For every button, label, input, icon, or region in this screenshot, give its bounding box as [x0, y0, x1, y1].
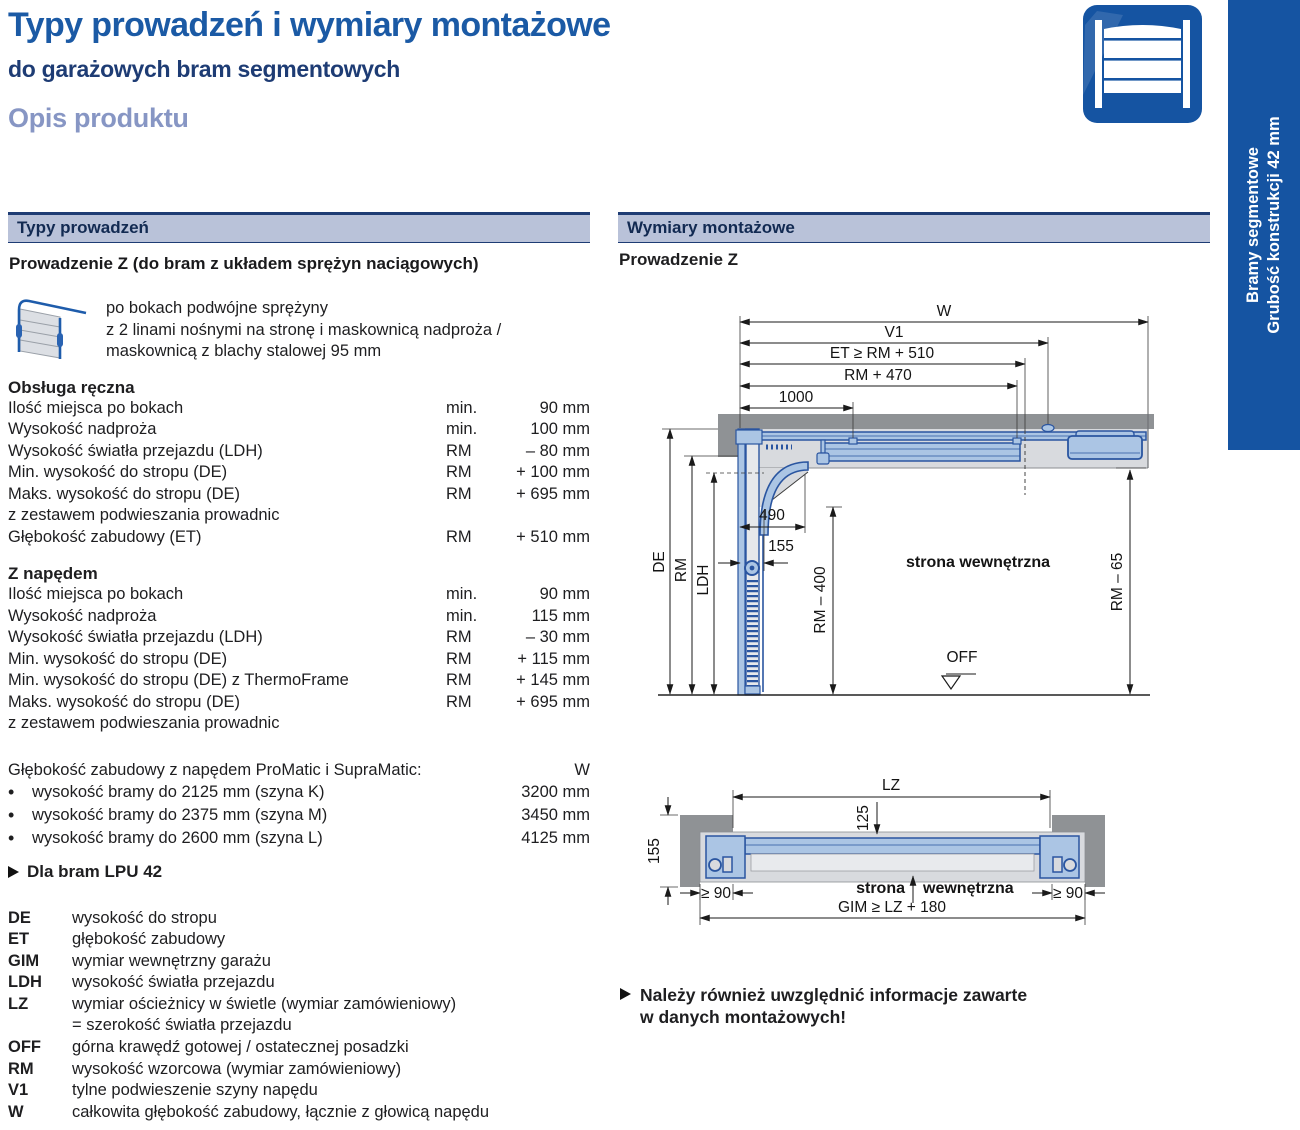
dim-rm: RM	[673, 557, 690, 583]
depth-item-label: wysokość bramy do 2600 mm (szyna L)	[32, 828, 323, 847]
depth-item	[8, 827, 590, 850]
dim-gim: GIM ≥ LZ + 180	[837, 899, 947, 916]
row-qualifier: RM	[446, 692, 472, 711]
depth-heading-row	[8, 759, 590, 781]
row-value: 100 mm	[530, 420, 590, 438]
table-row	[8, 606, 590, 628]
row-value: + 115 mm	[517, 649, 590, 668]
row-label: Głębokość zabudowy (ET)	[8, 527, 202, 546]
lpu-note	[8, 862, 590, 882]
definition-row	[8, 951, 590, 973]
row-label: z zestawem podwieszania prowadnic	[8, 506, 280, 524]
table-row	[8, 527, 590, 549]
table-row	[8, 670, 590, 692]
arrow-right-icon	[8, 866, 19, 878]
z-track-section-diagram	[618, 290, 1210, 710]
row-label: Wysokość światła przejazdu (LDH)	[8, 441, 263, 460]
arrow-right-icon	[620, 988, 631, 1000]
definition-row	[8, 972, 590, 994]
definition-desc: wymiar ościeżnicy w świetle (wymiar zamówieniowy)	[72, 994, 457, 1013]
rail-clip	[1042, 425, 1054, 432]
definition-term: LZ	[8, 994, 29, 1013]
definition-row	[8, 1102, 590, 1124]
definition-term-empty	[8, 1015, 72, 1037]
definition-term: W	[8, 1102, 24, 1121]
dim-de: DE	[651, 551, 668, 573]
page-subtitle: do garażowych bram segmentowych	[8, 56, 401, 82]
row-qualifier: min.	[446, 398, 478, 417]
powered-heading: Z napędem	[8, 564, 98, 583]
depth-heading: Głębokość zabudowy z napędem ProMatic i SupraMatic:	[8, 760, 422, 779]
row-value: 90 mm	[539, 398, 590, 417]
dim-155: 155	[768, 538, 794, 555]
table-row	[8, 692, 590, 714]
definition-desc: wysokość światła przejazdu	[72, 973, 275, 992]
row-qualifier: RM	[446, 441, 472, 460]
page-title: Typy prowadzeń i wymiary montażowe	[8, 6, 611, 44]
dim-rm400: RM – 400	[812, 566, 829, 634]
row-value: + 145 mm	[516, 671, 590, 689]
dim-et: ET ≥ RM + 510	[829, 345, 935, 362]
dim-125: 125	[855, 805, 872, 831]
operator-head	[1068, 431, 1142, 459]
z-track-door-icon	[8, 296, 90, 362]
definition-desc: wysokość do stropu	[72, 908, 217, 927]
definition-row	[8, 908, 590, 930]
table-row	[8, 484, 590, 506]
right-frame-assembly	[1040, 836, 1079, 878]
section-header-types: Typy prowadzeń	[8, 212, 590, 243]
definition-row	[8, 994, 590, 1016]
dim-ge90-left: ≥ 90	[700, 885, 732, 902]
row-label: Wysokość światła przejazdu (LDH)	[8, 628, 263, 646]
row-value	[498, 713, 590, 735]
section-header-dimensions: Wymiary montażowe	[618, 212, 1210, 243]
row-value: + 695 mm	[516, 484, 590, 503]
row-qualifier: RM	[446, 484, 472, 503]
row-value: + 695 mm	[516, 692, 590, 711]
dim-ge90-right: ≥ 90	[1052, 885, 1084, 902]
row-label: Min. wysokość do stropu (DE) z ThermoFrame	[8, 671, 349, 689]
row-label: Maks. wysokość do stropu (DE)	[8, 692, 240, 711]
door-rail-plan	[745, 838, 1040, 871]
definition-desc: wymiar wewnętrzny garażu	[72, 951, 271, 970]
definition-desc: = szerokość światła przejazdu	[72, 1016, 292, 1035]
depth-item-value: 4125 mm	[521, 828, 590, 847]
depth-item	[8, 804, 590, 827]
intro-line: maskownicą z blachy stalowej 95 mm	[106, 342, 382, 360]
definition-term: RM	[8, 1059, 34, 1078]
row-qualifier: min.	[446, 606, 478, 625]
inside-word-1: strona	[856, 880, 905, 897]
definition-row	[8, 1015, 590, 1037]
dimensions-lead: Prowadzenie Z	[619, 250, 739, 269]
definition-term: GIM	[8, 951, 40, 970]
track-type-lead: Prowadzenie Z (do bram z układem sprężyn naciągowych)	[9, 254, 479, 273]
definition-term: OFF	[8, 1038, 41, 1057]
table-row	[8, 649, 590, 671]
edge-banner-line1: Bramy segmentowe	[1244, 147, 1262, 303]
definition-desc: wysokość wzorcowa (wymiar zamówieniowy)	[72, 1059, 402, 1078]
row-label: Ilość miejsca po bokach	[8, 585, 184, 603]
garage-door-icon	[1083, 5, 1202, 123]
inside-label: strona wewnętrzna	[905, 554, 1051, 571]
note-line2: w danych montażowych!	[640, 1007, 847, 1027]
row-label: Min. wysokość do stropu (DE)	[8, 649, 228, 668]
depth-item-value: 3450 mm	[521, 805, 590, 824]
table-row	[8, 713, 590, 735]
off-label: OFF	[946, 649, 978, 666]
definition-desc: głębokość zabudowy	[72, 930, 226, 949]
row-qualifier: RM	[446, 649, 472, 668]
depth-item	[8, 781, 590, 804]
section-label: Opis produktu	[8, 103, 189, 133]
row-qualifier: RM	[446, 628, 472, 646]
table-row	[8, 441, 590, 463]
definition-row	[8, 1059, 590, 1081]
off-floor-marker	[942, 649, 978, 689]
row-label: z zestawem podwieszania prowadnic	[8, 714, 280, 732]
table-row	[8, 398, 590, 420]
inside-word-2: wewnętrzna	[923, 880, 1014, 897]
edge-banner	[1228, 0, 1300, 450]
table-row	[8, 584, 590, 606]
depth-item-value: 3200 mm	[521, 782, 590, 801]
manual-table	[8, 398, 590, 549]
depth-item-label: wysokość bramy do 2375 mm (szyna M)	[32, 805, 328, 824]
dim-lz: LZ	[881, 777, 901, 794]
lpu-note-text: Dla bram LPU 42	[27, 861, 163, 881]
powered-table	[8, 584, 590, 735]
vertical-dimensions	[651, 429, 1146, 694]
definition-term: V1	[8, 1081, 29, 1100]
row-value: 115 mm	[531, 606, 590, 625]
edge-banner-line2: Grubość konstrukcji 42 mm	[1265, 116, 1283, 334]
definition-row	[8, 1080, 590, 1102]
dim-v1: V1	[884, 324, 904, 341]
dim-w: W	[936, 303, 952, 320]
depth-section	[8, 759, 590, 850]
intro-line: po bokach podwójne sprężyny	[106, 299, 328, 317]
intro-text	[106, 296, 501, 363]
row-value: + 510 mm	[516, 527, 590, 546]
installation-note-text	[640, 984, 1027, 1028]
dim-155-plan: 155	[646, 838, 663, 864]
intro-line: z 2 linami nośnymi na stronę i maskownicą nadproża /	[106, 320, 502, 339]
row-value: + 100 mm	[516, 463, 590, 481]
row-value	[498, 505, 590, 527]
definitions-list	[8, 908, 590, 1124]
installation-note	[620, 984, 1027, 1028]
right-column	[618, 212, 1210, 1130]
definition-term: ET	[8, 930, 30, 949]
table-row	[8, 505, 590, 527]
table-row	[8, 462, 590, 484]
row-qualifier: RM	[446, 671, 472, 689]
row-qualifier: min.	[446, 585, 478, 603]
bullet	[8, 827, 32, 850]
row-label: Wysokość nadproża	[8, 420, 157, 438]
row-label: Maks. wysokość do stropu (DE)	[8, 484, 240, 503]
definition-row	[8, 1037, 590, 1059]
table-row	[8, 419, 590, 441]
z-track-plan-diagram	[618, 770, 1210, 935]
manual-heading: Obsługa ręczna	[8, 377, 135, 397]
definition-term: LDH	[8, 973, 42, 992]
dim-490: 490	[759, 507, 785, 524]
row-qualifier	[446, 505, 498, 527]
row-label: Min. wysokość do stropu (DE)	[8, 463, 228, 481]
row-qualifier: RM	[446, 463, 472, 481]
definition-desc: całkowita głębokość zabudowy, łącznie z głowicą napędu	[72, 1102, 490, 1121]
bullet	[8, 781, 32, 804]
depth-item-label: wysokość bramy do 2125 mm (szyna K)	[32, 782, 325, 801]
table-row	[8, 627, 590, 649]
row-qualifier	[446, 713, 498, 735]
row-qualifier: min.	[446, 420, 478, 438]
row-value: – 80 mm	[525, 441, 590, 460]
depth-unit: W	[574, 760, 590, 779]
row-value: 90 mm	[539, 585, 590, 603]
left-frame-assembly	[706, 836, 745, 878]
left-column	[8, 212, 590, 1123]
edge-banner-text	[1243, 10, 1285, 440]
dim-1000: 1000	[778, 389, 814, 406]
definition-desc: górna krawędź gotowej / ostatecznej posadzki	[72, 1038, 409, 1057]
dim-rm65: RM – 65	[1109, 552, 1126, 612]
definition-row	[8, 929, 590, 951]
row-label: Wysokość nadproża	[8, 606, 157, 625]
row-value: – 30 mm	[525, 628, 590, 646]
intro-block	[8, 296, 590, 363]
dim-ldh: LDH	[695, 564, 712, 596]
definition-desc: tylne podwieszenie szyny napędu	[72, 1081, 318, 1100]
note-line1: Należy również uwzględnić informacje zawarte	[640, 985, 1028, 1005]
dim-rm470: RM + 470	[844, 367, 912, 384]
row-qualifier: RM	[446, 527, 472, 546]
row-label: Ilość miejsca po bokach	[8, 398, 184, 417]
definition-term: DE	[8, 908, 31, 927]
bullet	[8, 804, 32, 827]
